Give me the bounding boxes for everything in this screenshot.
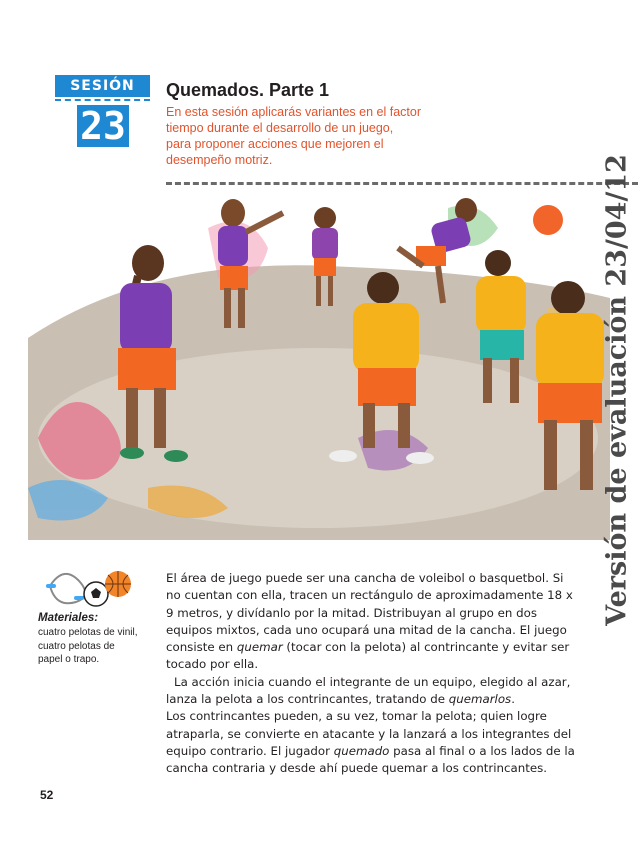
session-label: SESIÓN <box>55 75 150 97</box>
materials-list <box>38 626 156 667</box>
section-divider <box>166 182 638 185</box>
materials-icons <box>44 566 134 608</box>
intro-line: desempeño motriz. <box>166 153 273 167</box>
page-title: Quemados. Parte 1 <box>166 80 330 100</box>
basketball-icon <box>105 571 131 597</box>
body-text <box>166 570 576 778</box>
intro-text <box>166 104 451 168</box>
page-number: 52 <box>40 788 54 802</box>
session-number: 23 <box>77 105 129 147</box>
paragraph-start: La acción inicia cuando el integrante de un equipo, elegido al azar, lanza la pelota a los contrincantes, tratando de quemarlos. <box>166 674 571 707</box>
dodgeball-illustration <box>28 188 610 540</box>
paragraph-rules: El área de juego puede ser una cancha de voleibol o basquetbol. Si no cuentan con ella, tracen un rectángulo de aproximadamente 18 x 9 metros, y divídanlo por la mitad. Distribuyan al grupo en dos equipos mixtos, cada uno ocupará una mitad de la cancha. El juego consiste en quemar (tocar con la pelota) al contrincante y evitar ser tocado por ella. <box>166 571 573 672</box>
intro-line: En esta sesión aplicarás variantes en el factor <box>166 105 421 119</box>
session-badge <box>55 75 150 147</box>
term-quemar: quemar <box>236 640 283 655</box>
watermark-text: Versión de evaluación 23/04/12 <box>601 154 633 626</box>
term-quemado: quemado <box>333 743 390 758</box>
term-quemarlos: quemarlos <box>448 692 512 707</box>
materials-title: Materiales: <box>38 612 99 624</box>
intro-line: para proponer acciones que mejoren el <box>166 137 384 151</box>
jump-rope-icon <box>46 574 85 603</box>
badge-divider <box>55 99 150 101</box>
evaluation-watermark <box>596 154 638 626</box>
soccer-ball-icon <box>84 582 108 606</box>
materials-line: cuatro pelotas de <box>38 640 115 652</box>
materials-line: cuatro pelotas de vinil, <box>38 627 138 638</box>
paragraph-catch: Los contrincantes pueden, a su vez, tomar la pelota; quien logre atraparla, se convierte en atacante y la lanzará a los integrantes del equipo contrario. El jugador quemado pasa al final o a los lados de la cancha contraria y desde ahí puede quemar a los contrincantes. <box>166 709 575 776</box>
intro-line: tiempo durante el desarrollo de un juego, <box>166 121 394 135</box>
materials-line: papel o trapo. <box>38 654 100 665</box>
